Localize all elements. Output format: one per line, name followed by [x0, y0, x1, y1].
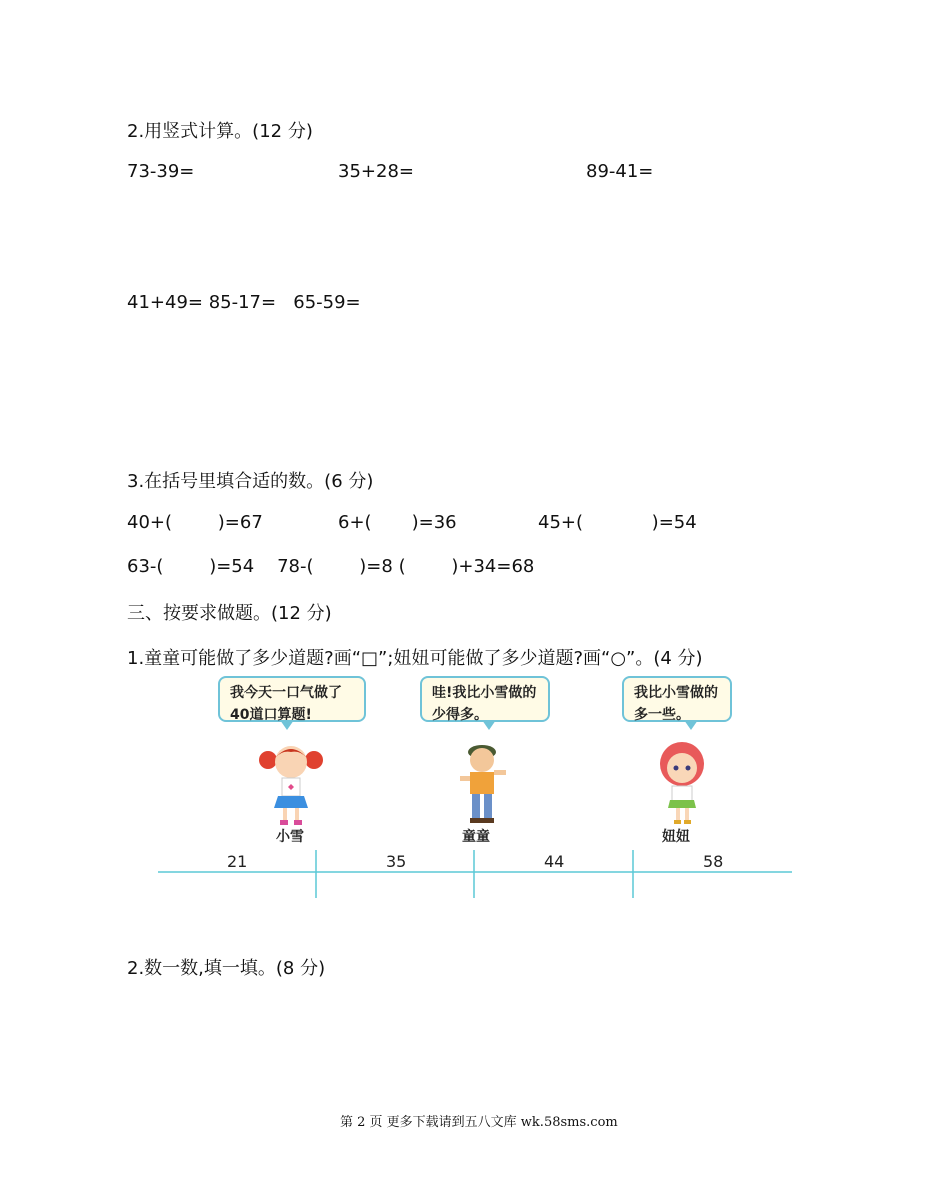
number-line-label: 35: [386, 852, 407, 871]
boy-tongtong-illustration: [454, 740, 514, 826]
girl-xiaoxue-illustration: [256, 740, 326, 826]
speech-bubble-tongtong: 哇!我比小雪做的少得多。: [420, 676, 550, 722]
question1-heading: 1.童童可能做了多少道题?画“□”;妞妞可能做了多少道题?画“○”。(4 分): [127, 648, 703, 669]
speech-bubble-niuniu: 我比小雪做的多一些。: [622, 676, 732, 722]
calc-problem: 35+28=: [338, 161, 414, 182]
character-name: 妞妞: [662, 829, 690, 845]
calc-problem: 89-41=: [586, 161, 654, 182]
character-name: 童童: [462, 829, 490, 845]
calc-problem-row: 41+49= 85-17= 65-59=: [127, 292, 361, 313]
page-footer: 第 2 页 更多下载请到五八文库 wk.58sms.com: [340, 1115, 618, 1130]
calc-problem: 73-39=: [127, 161, 195, 182]
character-name: 小雪: [276, 829, 304, 845]
number-line-label: 21: [227, 852, 248, 871]
section2-heading: 2.用竖式计算。(12 分): [127, 121, 313, 142]
number-line: [156, 848, 796, 902]
question2-heading: 2.数一数,填一填。(8 分): [127, 958, 326, 979]
number-line-label: 58: [703, 852, 724, 871]
part3-heading: 三、按要求做题。(12 分): [127, 603, 332, 624]
speech-bubble-xiaoxue: 我今天一口气做了40道口算题!: [218, 676, 366, 722]
fill-blank-problem: 40+( )=67: [127, 512, 263, 533]
fill-blank-problem: 45+( )=54: [538, 512, 697, 533]
number-line-label: 44: [544, 852, 565, 871]
fill-blank-problem: 6+( )=36: [338, 512, 457, 533]
fill-blank-problem-row: 63-( )=54 78-( )=8 ( )+34=68: [127, 556, 535, 577]
girl-niuniu-illustration: [652, 740, 712, 826]
section3-heading: 3.在括号里填合适的数。(6 分): [127, 471, 374, 492]
